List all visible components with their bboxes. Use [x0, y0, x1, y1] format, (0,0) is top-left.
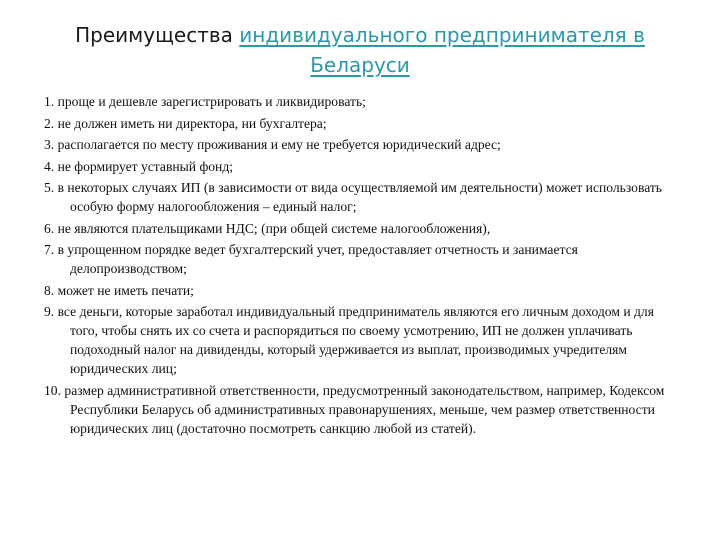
list-item: 3. располагается по месту проживания и ему не требуется юридический адрес;: [44, 137, 501, 152]
list-item: 5. в некоторых случаях ИП (в зависимости от вида осуществляемой им деятельности) может использовать особую форму налогообложения – единый налог;: [44, 180, 663, 214]
list-item: 4. не формирует уставный фонд;: [44, 158, 234, 174]
list-item: 2. не должен иметь ни директора, ни бухгалтера;: [44, 115, 327, 131]
list-item: 9. все деньги, которые заработал индивидуальный предприниматель являются его личным доходом и для того, чтобы снять их со счета и распорядиться по своему усмотрению, ИП не должен уплачивать подоходный налог на дивиденды, который удерживается из выплат, производимых учредителям юридических лиц;: [44, 304, 654, 376]
list-item: 1. проще и дешевле зарегистрировать и ликвидировать;: [44, 94, 366, 109]
title-link[interactable]: индивидуального предпринимателя в Беларуси: [239, 23, 645, 77]
title-prefix: Преимущества: [75, 23, 240, 47]
list-item: 7. в упрощенном порядке ведет бухгалтерский учет, предоставляет отчетность и занимается делопроизводством;: [44, 242, 578, 276]
list-item: 10. размер административной ответственности, предусмотренный законодательством, например, Кодексом Республики Беларусь об административных правонарушениях, меньше, чем размер ответственности юридических лиц (достаточно посмотреть санкцию любой из статей).: [44, 382, 665, 436]
slide-title: [40, 20, 680, 80]
list-item: 8. может не иметь печати;: [44, 282, 194, 298]
list-item: 6. не являются плательщиками НДС; (при общей системе налогообложения),: [44, 220, 491, 236]
advantages-list: [44, 92, 684, 440]
